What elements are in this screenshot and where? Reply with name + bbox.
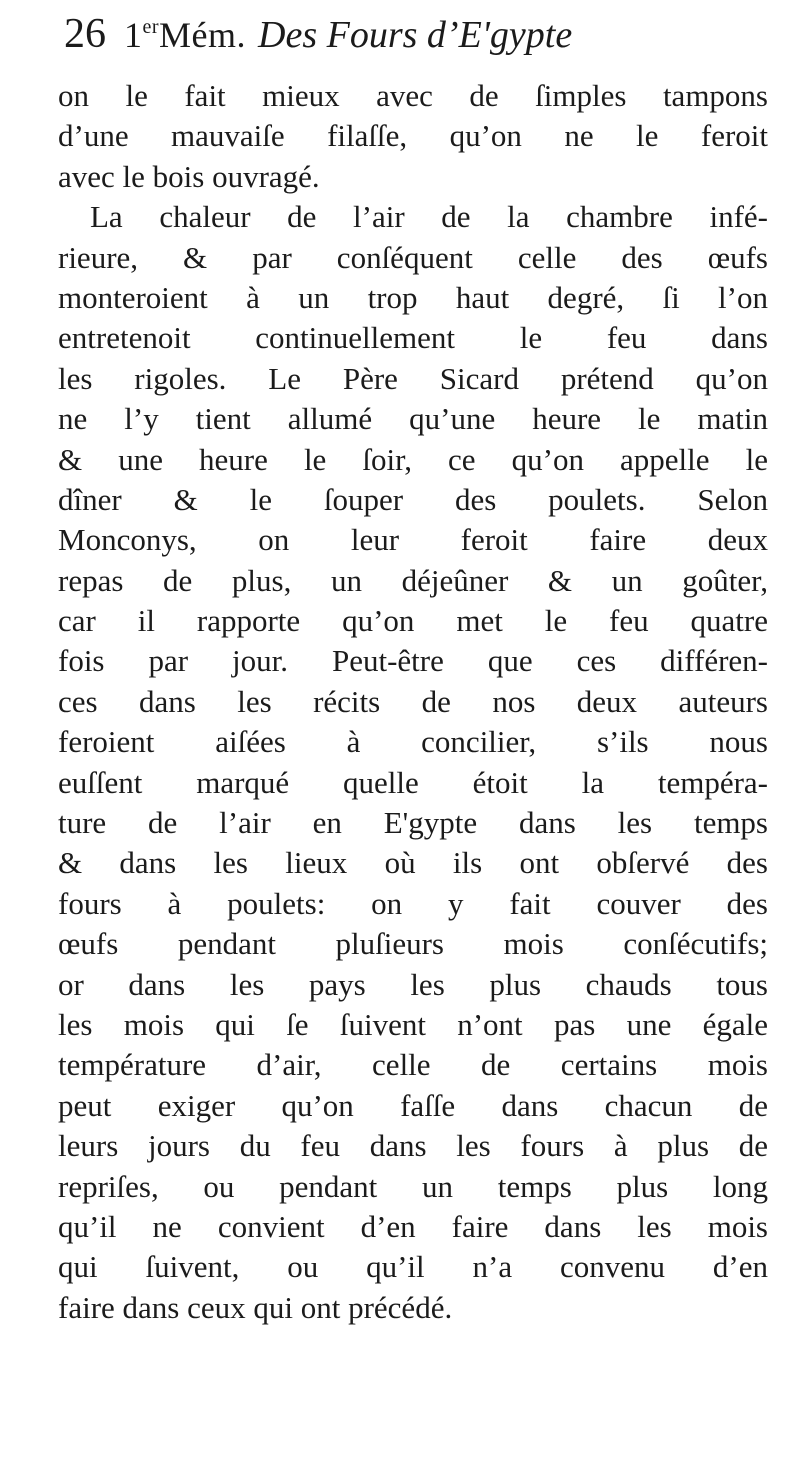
memoir-label xyxy=(124,14,246,56)
text-line: repas de plus, un déjeûner & un goûter, xyxy=(58,562,768,598)
text-line: fois par jour. Peut-être que ces différen- xyxy=(58,643,768,679)
text-line: ne l’y tient allumé qu’une heure le matin xyxy=(58,401,768,437)
text-line: car il rapporte qu’on met le feu quatre xyxy=(58,603,768,639)
text-line: peut exiger qu’on faſſe dans chacun de xyxy=(58,1087,768,1123)
text-line: & dans les lieux où ils ont obſervé des xyxy=(58,845,768,881)
memoir-superscript: er xyxy=(142,16,160,38)
text-line: avec le bois ouvragé. xyxy=(58,158,320,194)
text-line: leurs jours du feu dans les fours à plus de xyxy=(58,1128,768,1164)
body-text xyxy=(58,76,768,1328)
text-line: œufs pendant pluſieurs mois conſécutifs; xyxy=(58,926,768,962)
text-line: rieure, & par conſéquent celle des œufs xyxy=(58,239,768,275)
text-line: & une heure le ſoir, ce qu’on appelle le xyxy=(58,441,768,477)
page-header xyxy=(64,10,572,74)
text-line: faire dans ceux qui ont précédé. xyxy=(58,1289,453,1325)
memoir-abbrev: Mém. xyxy=(159,15,247,55)
text-line: d’une mauvaiſe filaſſe, qu’on ne le feroit xyxy=(58,118,768,154)
running-title: Des Fours d’E'gypte xyxy=(258,14,573,56)
memoir-number: 1 xyxy=(124,15,143,55)
text-line: monteroient à un trop haut degré, ſi l’on xyxy=(58,279,768,315)
text-line: ces dans les récits de nos deux auteurs xyxy=(58,683,768,719)
text-line: entretenoit continuellement le feu dans xyxy=(58,320,768,356)
text-line: Monconys, on leur feroit faire deux xyxy=(58,522,768,558)
text-line: euſſent marqué quelle étoit la tempéra- xyxy=(58,764,768,800)
text-line: feroient aiſées à concilier, s’ils nous xyxy=(58,724,768,760)
text-line: les mois qui ſe ſuivent n’ont pas une égale xyxy=(58,1006,768,1042)
text-line: fours à poulets: on y fait couver des xyxy=(58,885,768,921)
text-line: les rigoles. Le Père Sicard prétend qu’on xyxy=(58,360,768,396)
text-line: or dans les pays les plus chauds tous xyxy=(58,966,768,1002)
text-line: température d’air, celle de certains mois xyxy=(58,1047,768,1083)
text-line: repriſes, ou pendant un temps plus long xyxy=(58,1168,768,1204)
text-line: ture de l’air en E'gypte dans les temps xyxy=(58,805,768,841)
text-line: dîner & le ſouper des poulets. Selon xyxy=(58,481,768,517)
page-number: 26 xyxy=(64,11,106,57)
text-line: on le fait mieux avec de ſimples tampons xyxy=(58,78,768,113)
text-line: La chaleur de l’air de la chambre infé- xyxy=(90,199,768,235)
text-line: qu’il ne convient d’en faire dans les mois xyxy=(58,1208,768,1244)
text-line: qui ſuivent, ou qu’il n’a convenu d’en xyxy=(58,1249,768,1285)
